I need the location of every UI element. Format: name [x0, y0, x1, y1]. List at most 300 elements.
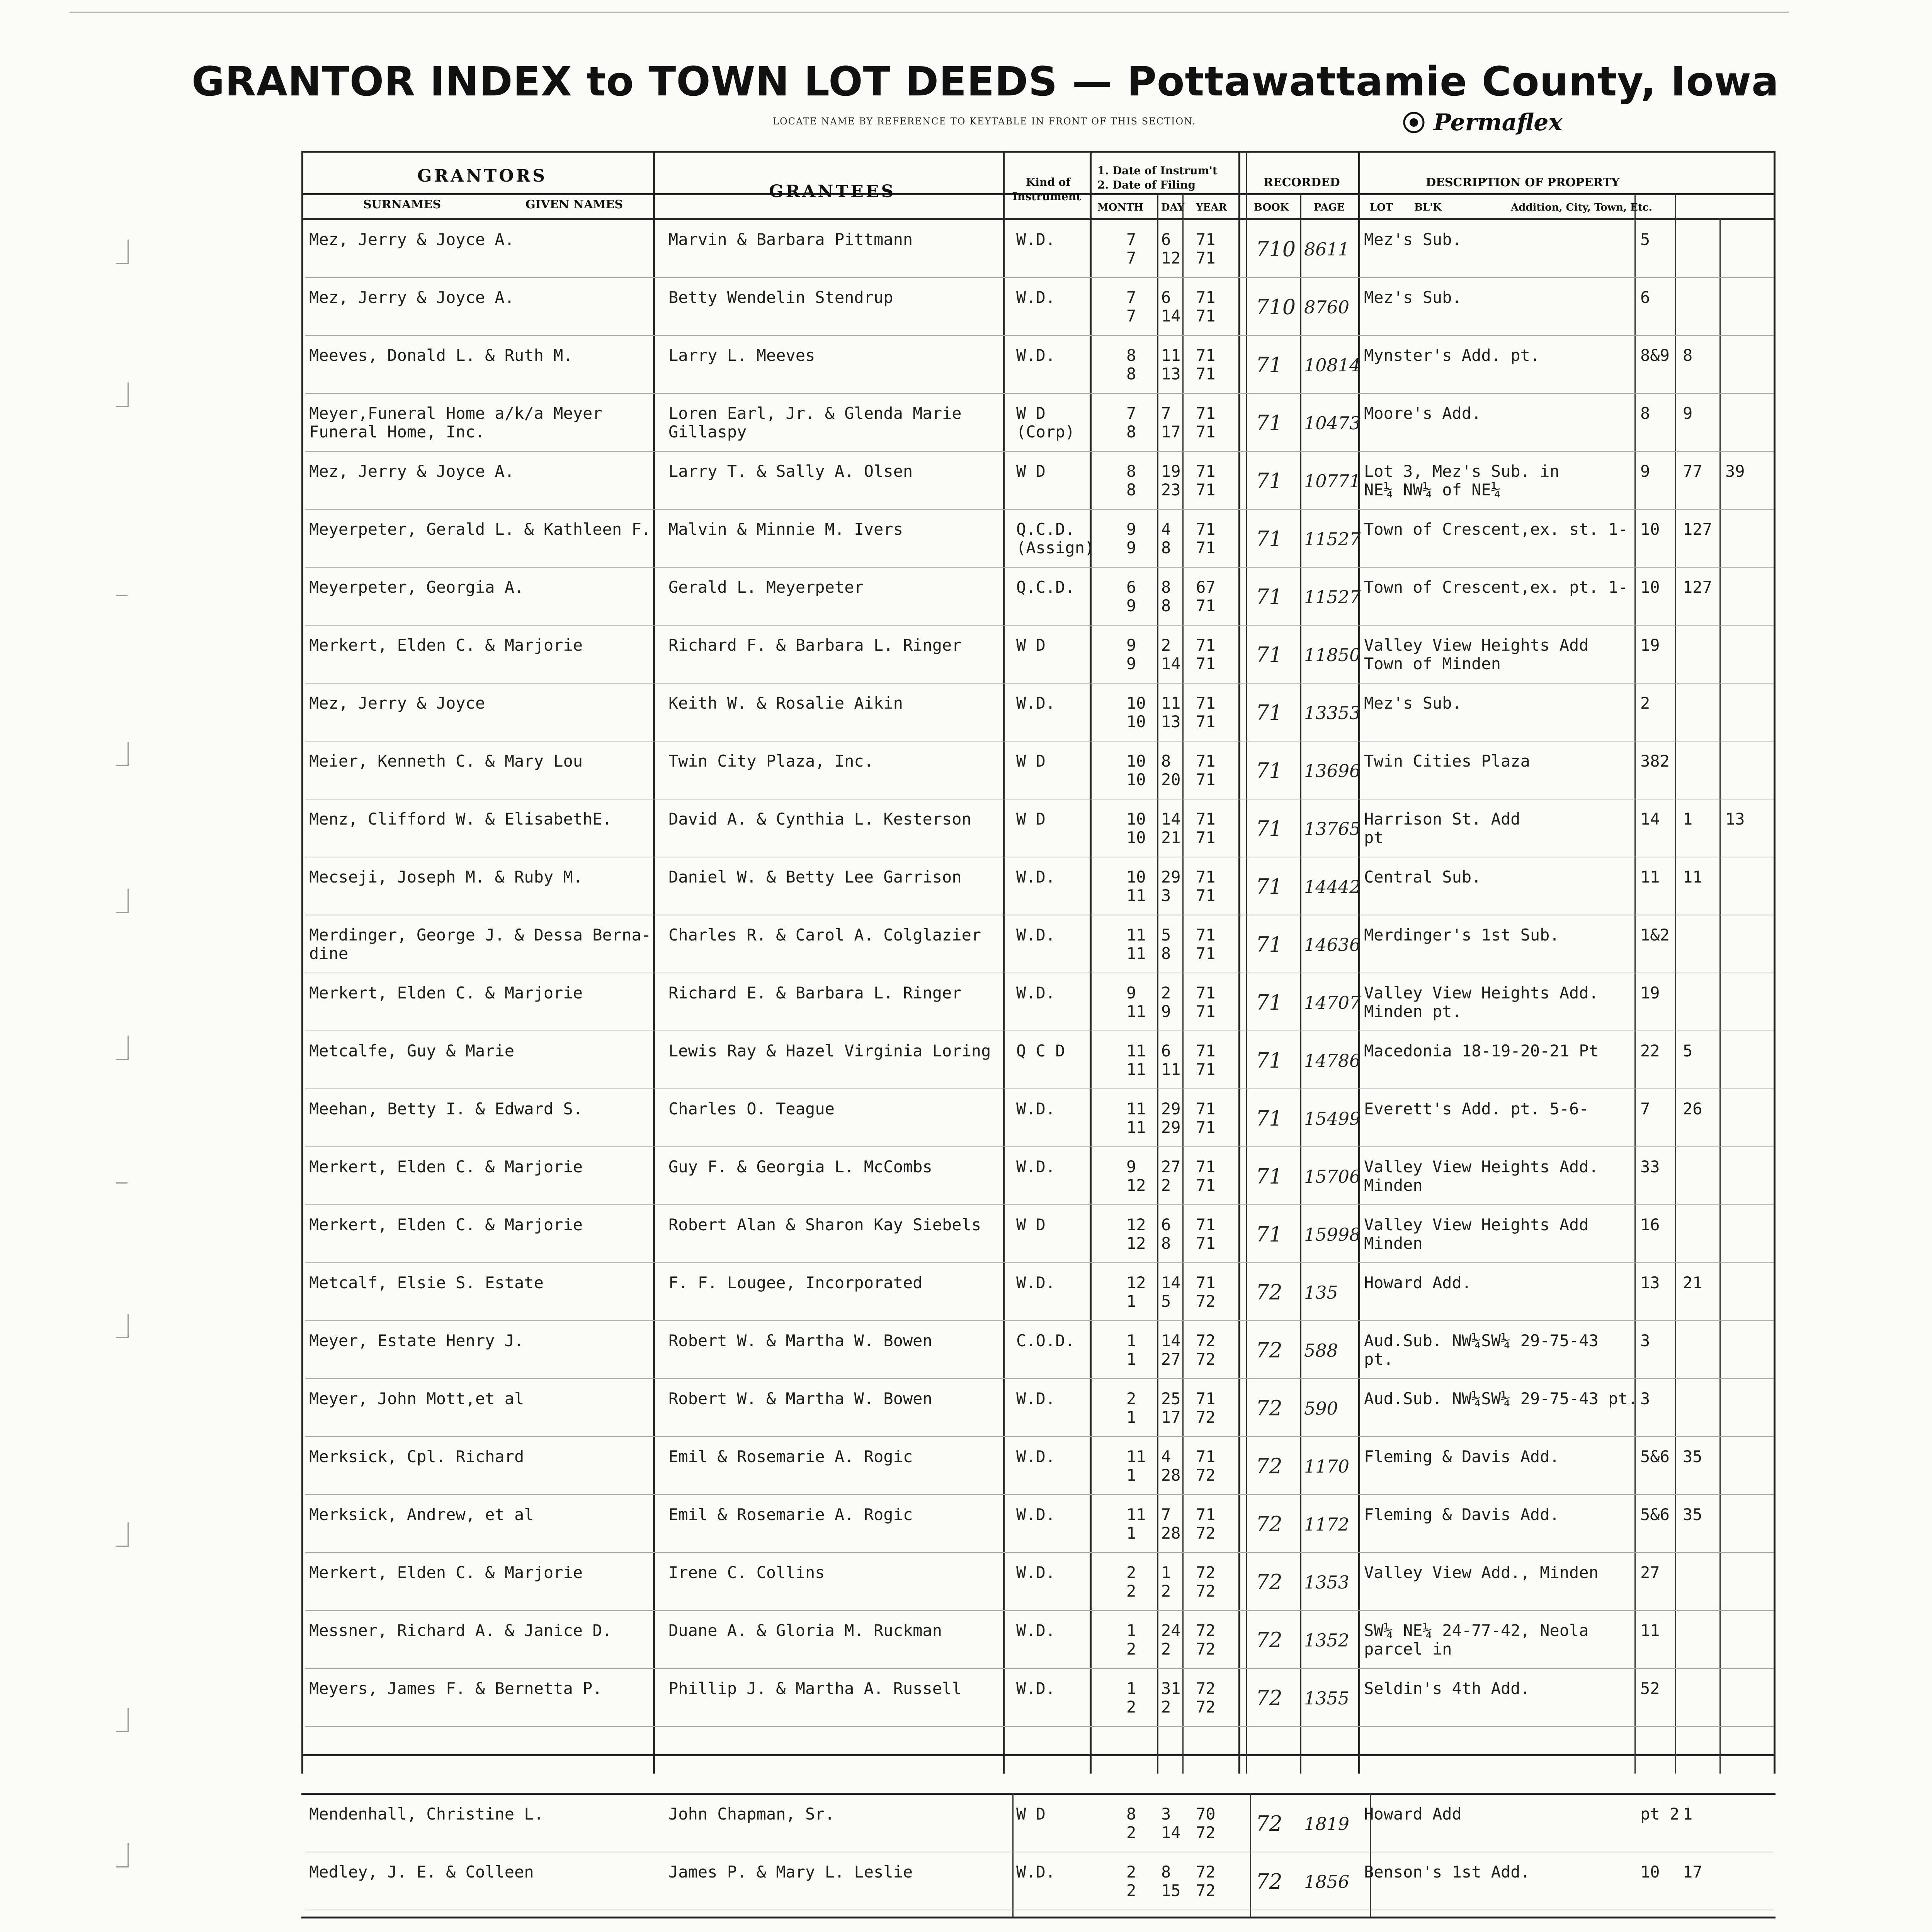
instrument-kind: W.D.: [1016, 925, 1056, 944]
recorded-page: 1170: [1304, 1456, 1350, 1477]
grantee-name: Betty Wendelin Stendrup: [668, 288, 893, 307]
filing-year: 71: [1196, 1002, 1216, 1021]
instrument-year: 71: [1196, 752, 1216, 770]
extra-number: 39: [1725, 462, 1745, 481]
instrument-day: 29: [1161, 1099, 1181, 1118]
table-row: [305, 567, 1774, 568]
recorded-book: 71: [1256, 527, 1282, 551]
instrument-year: 71: [1196, 1389, 1216, 1408]
recorded-book: 71: [1256, 932, 1282, 957]
recorded-page: 14636: [1304, 934, 1361, 955]
instrument-day: 14: [1161, 810, 1181, 828]
instrument-year: 72: [1196, 1621, 1216, 1640]
header-surnames: SURNAMES: [363, 198, 441, 211]
table-row: [305, 1726, 1774, 1727]
instrument-day: 8: [1161, 578, 1171, 597]
recorded-book: 71: [1256, 759, 1282, 783]
recorded-book: 71: [1256, 353, 1282, 377]
instrument-kind: W D: [1016, 462, 1046, 481]
instrument-kind: W.D.: [1016, 230, 1056, 249]
instrument-year: 71: [1196, 1099, 1216, 1118]
block-number: 35: [1683, 1505, 1702, 1524]
grantee-name: Robert Alan & Sharon Kay Siebels: [668, 1215, 981, 1234]
instrument-kind: Q.C.D.: [1016, 578, 1075, 597]
recorded-page: 1856: [1304, 1871, 1350, 1892]
recorded-book: 71: [1256, 701, 1282, 725]
lot-number: 19: [1640, 636, 1660, 655]
filing-month: 12: [1126, 1234, 1146, 1253]
filing-day: 17: [1161, 1408, 1181, 1427]
property-description: Macedonia 18-19-20-21 Pt: [1364, 1041, 1599, 1060]
block-number: 1: [1683, 810, 1693, 828]
filing-month: 8: [1126, 422, 1136, 441]
filing-day: 11: [1161, 1060, 1181, 1079]
property-description-cont: Minden pt.: [1364, 1002, 1462, 1021]
header-instrument: Instrument: [1012, 190, 1081, 203]
recorded-page: 10473: [1304, 413, 1361, 434]
grantor-name: Mez, Jerry & Joyce A.: [309, 462, 515, 481]
instrument-year: 72: [1196, 1679, 1216, 1698]
grantee-name: Irene C. Collins: [668, 1563, 825, 1582]
instrument-month: 9: [1126, 520, 1136, 539]
instrument-day: 7: [1161, 404, 1171, 423]
instrument-day: 27: [1161, 1157, 1181, 1176]
property-description-cont: Town of Minden: [1364, 654, 1501, 673]
header-day: DAY: [1161, 202, 1184, 213]
grantee-name: Twin City Plaza, Inc.: [668, 752, 874, 770]
property-description: Merdinger's 1st Sub.: [1364, 925, 1560, 944]
filing-day: 29: [1161, 1118, 1181, 1137]
grantor-name: Mez, Jerry & Joyce: [309, 694, 485, 713]
header-month: MONTH: [1097, 202, 1144, 213]
table-row: [305, 1088, 1774, 1089]
instrument-year: 71: [1196, 346, 1216, 365]
grantor-name-cont: Funeral Home, Inc.: [309, 422, 485, 441]
recorded-page: 1819: [1304, 1813, 1350, 1834]
property-description-cont: pt: [1364, 828, 1384, 847]
property-description: Moore's Add.: [1364, 404, 1481, 423]
recorded-page: 14442: [1304, 876, 1361, 897]
property-description: Central Sub.: [1364, 867, 1481, 886]
instrument-day: 11: [1161, 694, 1181, 713]
recorded-page: 1355: [1304, 1688, 1350, 1709]
grantor-name: Meeves, Donald L. & Ruth M.: [309, 346, 573, 365]
instrument-day: 1: [1161, 1563, 1171, 1582]
grantor-name: Mez, Jerry & Joyce A.: [309, 288, 515, 307]
lot-number: 19: [1640, 983, 1660, 1002]
instrument-kind: W.D.: [1016, 1099, 1056, 1118]
filing-day: 5: [1161, 1292, 1171, 1311]
filing-year: 71: [1196, 480, 1216, 499]
instrument-year: 71: [1196, 520, 1216, 539]
instrument-kind: W.D.: [1016, 1862, 1056, 1881]
filing-month: 1: [1126, 1466, 1136, 1485]
instrument-kind-cont: (Corp): [1016, 422, 1075, 441]
instrument-year: 71: [1196, 867, 1216, 886]
grantee-name: Emil & Rosemarie A. Rogic: [668, 1447, 913, 1466]
instrument-day: 29: [1161, 867, 1181, 886]
block-number: 26: [1683, 1099, 1702, 1118]
header-grantees: GRANTEES: [769, 182, 896, 201]
table-row: [305, 451, 1774, 452]
instrument-month: 10: [1126, 810, 1146, 828]
table-row: [305, 625, 1774, 626]
header-kind-of: Kind of: [1026, 176, 1071, 189]
instrument-day: 25: [1161, 1389, 1181, 1408]
recorded-page: 590: [1304, 1398, 1338, 1419]
filing-year: 71: [1196, 248, 1216, 267]
table-row: [305, 683, 1774, 684]
property-description: Fleming & Davis Add.: [1364, 1505, 1560, 1524]
recorded-page: 1352: [1304, 1630, 1350, 1651]
lot-number: 22: [1640, 1041, 1660, 1060]
property-description: Town of Crescent,ex. pt. 1-: [1364, 578, 1628, 597]
filing-day: 9: [1161, 1002, 1171, 1021]
instrument-year: 71: [1196, 983, 1216, 1002]
instrument-kind: Q.C.D.: [1016, 520, 1075, 539]
filing-month: 7: [1126, 306, 1136, 325]
grantee-name: Gerald L. Meyerpeter: [668, 578, 864, 597]
header-grantors: GRANTORS: [417, 166, 547, 186]
instrument-kind: Q C D: [1016, 1041, 1065, 1060]
filing-year: 71: [1196, 306, 1216, 325]
header-date-instrument: 1. Date of Instrum't: [1097, 164, 1218, 177]
filing-month: 2: [1126, 1582, 1136, 1600]
instrument-kind: W D: [1016, 636, 1046, 655]
instrument-month: 2: [1126, 1563, 1136, 1582]
header-book: BOOK: [1254, 202, 1289, 213]
instrument-month: 1: [1126, 1331, 1136, 1350]
instrument-year: 71: [1196, 925, 1216, 944]
property-description: Valley View Add., Minden: [1364, 1563, 1599, 1582]
instrument-year: 71: [1196, 1273, 1216, 1292]
instrument-year: 72: [1196, 1331, 1216, 1350]
instrument-year: 72: [1196, 1862, 1216, 1881]
property-description-cont: Minden: [1364, 1234, 1423, 1253]
table-row: [305, 335, 1774, 336]
filing-day: 8: [1161, 944, 1171, 963]
header-recorded: RECORDED: [1264, 176, 1340, 189]
instrument-year: 70: [1196, 1804, 1216, 1823]
instrument-kind: C.O.D.: [1016, 1331, 1075, 1350]
instrument-kind: W D: [1016, 752, 1046, 770]
table-row: [305, 1378, 1774, 1379]
instrument-day: 4: [1161, 1447, 1171, 1466]
lot-number: 52: [1640, 1679, 1660, 1698]
grantee-name: Keith W. & Rosalie Aikin: [668, 694, 903, 713]
grantee-name: Daniel W. & Betty Lee Garrison: [668, 867, 962, 886]
property-description: Aud.Sub. NW¼SW¼ 29-75-43 pt.: [1364, 1389, 1638, 1408]
recorded-book: 72: [1256, 1512, 1282, 1536]
instrument-day: 11: [1161, 346, 1181, 365]
filing-year: 71: [1196, 770, 1216, 789]
filing-month: 11: [1126, 1002, 1146, 1021]
filing-day: 2: [1161, 1639, 1171, 1658]
instrument-day: 14: [1161, 1273, 1181, 1292]
recorded-book: 71: [1256, 1164, 1282, 1189]
recorded-book: 72: [1256, 1811, 1282, 1836]
grantor-name: Merkert, Elden C. & Marjorie: [309, 1157, 583, 1176]
lot-number: 16: [1640, 1215, 1660, 1234]
instrument-year: 71: [1196, 1215, 1216, 1234]
property-description: Valley View Heights Add.: [1364, 983, 1599, 1002]
instrument-year: 71: [1196, 1505, 1216, 1524]
filing-month: 12: [1126, 1176, 1146, 1195]
grantor-name: Metcalfe, Guy & Marie: [309, 1041, 515, 1060]
block-number: 9: [1683, 404, 1693, 423]
filing-day: 14: [1161, 654, 1181, 673]
instrument-day: 6: [1161, 230, 1171, 249]
filing-month: 1: [1126, 1524, 1136, 1543]
recorded-book: 71: [1256, 411, 1282, 435]
table-row: [305, 1668, 1774, 1669]
recorded-book: 71: [1256, 469, 1282, 493]
instrument-day: 7: [1161, 1505, 1171, 1524]
instrument-kind-cont: (Assign): [1016, 538, 1095, 557]
instrument-day: 4: [1161, 520, 1171, 539]
filing-day: 20: [1161, 770, 1181, 789]
filing-year: 72: [1196, 1466, 1216, 1485]
filing-month: 2: [1126, 1881, 1136, 1900]
recorded-book: 71: [1256, 816, 1282, 841]
recorded-book: 71: [1256, 585, 1282, 609]
grantee-name: Loren Earl, Jr. & Glenda Marie: [668, 404, 962, 423]
filing-day: 17: [1161, 422, 1181, 441]
instrument-month: 9: [1126, 1157, 1136, 1176]
instrument-year: 71: [1196, 462, 1216, 481]
recorded-book: 72: [1256, 1454, 1282, 1478]
instrument-year: 67: [1196, 578, 1216, 597]
grantor-name: Merkert, Elden C. & Marjorie: [309, 983, 583, 1002]
filing-day: 12: [1161, 248, 1181, 267]
property-description-cont: Minden: [1364, 1176, 1423, 1195]
lot-number: 5&6: [1640, 1447, 1670, 1466]
recorded-page: 14707: [1304, 992, 1361, 1013]
recorded-book: 72: [1256, 1338, 1282, 1362]
recorded-page: 15998: [1304, 1224, 1361, 1245]
grantor-name: Merksick, Andrew, et al: [309, 1505, 534, 1524]
instrument-year: 71: [1196, 810, 1216, 828]
filing-year: 71: [1196, 1118, 1216, 1137]
instrument-day: 31: [1161, 1679, 1181, 1698]
instrument-month: 7: [1126, 288, 1136, 307]
instrument-day: 2: [1161, 983, 1171, 1002]
property-description: Valley View Heights Add: [1364, 636, 1589, 655]
instrument-kind: W.D.: [1016, 288, 1056, 307]
grantor-name: Meier, Kenneth C. & Mary Lou: [309, 752, 583, 770]
instrument-month: 11: [1126, 1447, 1146, 1466]
filing-day: 2: [1161, 1582, 1171, 1600]
instrument-month: 10: [1126, 694, 1146, 713]
extra-number: 13: [1725, 810, 1745, 828]
grantee-name: F. F. Lougee, Incorporated: [668, 1273, 923, 1292]
table-row: [305, 1320, 1774, 1321]
filing-day: 8: [1161, 1234, 1171, 1253]
header-lot: LOT: [1370, 202, 1393, 213]
grantor-name: Metcalf, Elsie S. Estate: [309, 1273, 544, 1292]
recorded-page: 8611: [1304, 239, 1350, 260]
property-description: Mez's Sub.: [1364, 288, 1462, 307]
block-number: 1: [1683, 1804, 1693, 1823]
lot-number: 10: [1640, 520, 1660, 539]
instrument-day: 2: [1161, 636, 1171, 655]
instrument-kind: W.D.: [1016, 983, 1056, 1002]
property-description: Howard Add: [1364, 1804, 1462, 1823]
grantor-name: Medley, J. E. & Colleen: [309, 1862, 534, 1881]
table-row: [305, 393, 1774, 394]
lot-number: 9: [1640, 462, 1650, 481]
header-description: DESCRIPTION OF PROPERTY: [1426, 176, 1620, 189]
lot-number: 11: [1640, 1621, 1660, 1640]
emblem-icon: [1403, 111, 1425, 134]
instrument-kind: W.D.: [1016, 1679, 1056, 1698]
grantor-name-cont: dine: [309, 944, 349, 963]
instrument-year: 71: [1196, 404, 1216, 423]
grantor-name: Merdinger, George J. & Dessa Berna-: [309, 925, 651, 944]
filing-day: 27: [1161, 1350, 1181, 1369]
recorded-page: 11527: [1304, 529, 1361, 549]
filing-month: 9: [1126, 538, 1136, 557]
recorded-page: 13765: [1304, 818, 1361, 839]
block-number: 127: [1683, 520, 1712, 539]
table-row: [305, 1436, 1774, 1437]
filing-year: 71: [1196, 1234, 1216, 1253]
filing-year: 72: [1196, 1639, 1216, 1658]
block-number: 35: [1683, 1447, 1702, 1466]
property-description: Twin Cities Plaza: [1364, 752, 1530, 770]
instrument-day: 6: [1161, 1215, 1171, 1234]
block-number: 11: [1683, 867, 1702, 886]
filing-month: 8: [1126, 364, 1136, 383]
lot-number: 10: [1640, 578, 1660, 597]
property-description: Mynster's Add. pt.: [1364, 346, 1540, 365]
recorded-book: 71: [1256, 643, 1282, 667]
recorded-book: 72: [1256, 1570, 1282, 1594]
table-row: [305, 1146, 1774, 1147]
grantee-name: James P. & Mary L. Leslie: [668, 1862, 913, 1881]
filing-day: 14: [1161, 1823, 1181, 1842]
grantee-name: Richard F. & Barbara L. Ringer: [668, 636, 962, 655]
recorded-book: 72: [1256, 1628, 1282, 1652]
property-description-cont: pt.: [1364, 1350, 1393, 1369]
grantor-name: Messner, Richard A. & Janice D.: [309, 1621, 612, 1640]
lot-number: 8: [1640, 404, 1650, 423]
lot-number: 11: [1640, 867, 1660, 886]
lot-number: 7: [1640, 1099, 1650, 1118]
instrument-month: 6: [1126, 578, 1136, 597]
instrument-year: 71: [1196, 636, 1216, 655]
table-row: [305, 1204, 1774, 1205]
grantee-name: Robert W. & Martha W. Bowen: [668, 1389, 932, 1408]
table-row: [305, 509, 1774, 510]
property-description: Seldin's 4th Add.: [1364, 1679, 1530, 1698]
filing-year: 71: [1196, 886, 1216, 905]
filing-year: 72: [1196, 1350, 1216, 1369]
instrument-kind: W.D.: [1016, 1157, 1056, 1176]
property-description: Fleming & Davis Add.: [1364, 1447, 1560, 1466]
grantee-name-cont: Gillaspy: [668, 422, 747, 441]
table-row: [305, 1610, 1774, 1611]
instrument-kind: W.D.: [1016, 1447, 1056, 1466]
recorded-page: 588: [1304, 1340, 1338, 1361]
recorded-book: 710: [1256, 295, 1296, 319]
brand-logo: Permaflex: [1434, 109, 1563, 136]
instrument-day: 24: [1161, 1621, 1181, 1640]
filing-month: 2: [1126, 1639, 1136, 1658]
grantor-name: Mendenhall, Christine L.: [309, 1804, 544, 1823]
grantor-name: Meyerpeter, Georgia A.: [309, 578, 524, 597]
filing-day: 21: [1161, 828, 1181, 847]
property-description: Valley View Heights Add.: [1364, 1157, 1599, 1176]
filing-day: 28: [1161, 1524, 1181, 1543]
instrument-kind: W.D.: [1016, 1563, 1056, 1582]
filing-year: 71: [1196, 538, 1216, 557]
header-date-filing: 2. Date of Filing: [1097, 179, 1196, 191]
recorded-book: 72: [1256, 1869, 1282, 1894]
block-number: 77: [1683, 462, 1702, 481]
grantor-name: Mez, Jerry & Joyce A.: [309, 230, 515, 249]
instrument-kind: W.D.: [1016, 346, 1056, 365]
instrument-kind: W.D.: [1016, 1273, 1056, 1292]
grantee-name: John Chapman, Sr.: [668, 1804, 835, 1823]
recorded-book: 71: [1256, 990, 1282, 1015]
block-number: 5: [1683, 1041, 1693, 1060]
instrument-day: 6: [1161, 288, 1171, 307]
instrument-month: 11: [1126, 1041, 1146, 1060]
property-description: Town of Crescent,ex. st. 1-: [1364, 520, 1628, 539]
instrument-year: 71: [1196, 1041, 1216, 1060]
lot-number: 6: [1640, 288, 1650, 307]
lot-number: 14: [1640, 810, 1660, 828]
filing-year: 72: [1196, 1697, 1216, 1716]
instrument-day: 14: [1161, 1331, 1181, 1350]
filing-day: 23: [1161, 480, 1181, 499]
recorded-page: 135: [1304, 1282, 1338, 1303]
filing-year: 72: [1196, 1823, 1216, 1842]
grantor-name: Merkert, Elden C. & Marjorie: [309, 636, 583, 655]
grantor-name: Meyer, Estate Henry J.: [309, 1331, 524, 1350]
grantor-name: Meehan, Betty I. & Edward S.: [309, 1099, 583, 1118]
grantee-name: David A. & Cynthia L. Kesterson: [668, 810, 971, 828]
filing-month: 10: [1126, 770, 1146, 789]
instrument-month: 11: [1126, 1099, 1146, 1118]
header-blk: BL'K: [1414, 202, 1442, 213]
instrument-kind: W.D.: [1016, 1505, 1056, 1524]
filing-month: 11: [1126, 944, 1146, 963]
filing-year: 71: [1196, 596, 1216, 615]
block-number: 8: [1683, 346, 1693, 365]
filing-month: 11: [1126, 1060, 1146, 1079]
recorded-book: 71: [1256, 874, 1282, 899]
recorded-page: 14786: [1304, 1050, 1361, 1071]
lot-number: 10: [1640, 1862, 1660, 1881]
lot-number: 2: [1640, 694, 1650, 713]
lot-number: 1&2: [1640, 925, 1670, 944]
grantee-name: Charles R. & Carol A. Colglazier: [668, 925, 981, 944]
instrument-month: 10: [1126, 867, 1146, 886]
instrument-month: 10: [1126, 752, 1146, 770]
grantee-name: Guy F. & Georgia L. McCombs: [668, 1157, 932, 1176]
header-page: PAGE: [1314, 202, 1345, 213]
recorded-page: 11850: [1304, 645, 1361, 665]
instrument-month: 2: [1126, 1389, 1136, 1408]
subtitle: LOCATE NAME BY REFERENCE TO KEYTABLE IN FRONT OF THIS SECTION.: [773, 116, 1196, 127]
recorded-book: 72: [1256, 1396, 1282, 1420]
grantor-name: Mecseji, Joseph M. & Ruby M.: [309, 867, 583, 886]
instrument-month: 2: [1126, 1862, 1136, 1881]
filing-month: 10: [1126, 712, 1146, 731]
instrument-month: 8: [1126, 462, 1136, 481]
